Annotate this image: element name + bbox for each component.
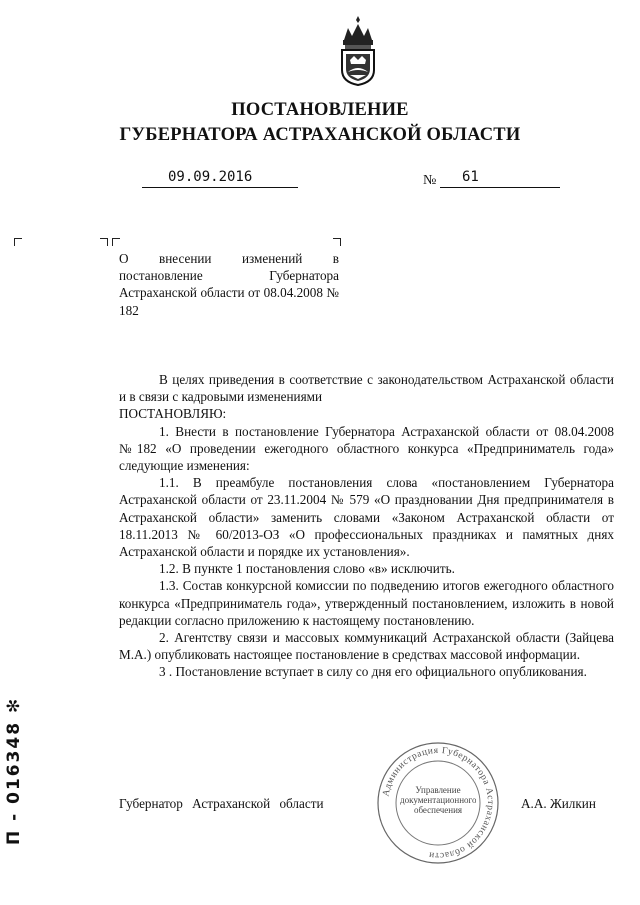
paragraph-2: 2. Агентству связи и массовых коммуникаций Астраханской области (Зайцева М.А.) опубликовать настоящее постановление в средствах массовой информации. xyxy=(119,630,614,663)
document-title-line2: ГУБЕРНАТОРА АСТРАХАНСКОЙ ОБЛАСТИ xyxy=(119,125,521,145)
corner-mark xyxy=(100,238,108,246)
corner-mark xyxy=(14,238,22,246)
stamp-ring-text: Администрация Губернатора Астраханской области xyxy=(381,745,496,861)
stamp-center-text: Управление документационного обеспечения xyxy=(400,785,476,815)
paragraph-1-3: 1.3. Состав конкурсной комиссии по подведению итогов ежегодного областного конкурса «Предприниматель года», утвержденный постановлением, изложить в новой редакции согласно приложению к настоящему постановлению. xyxy=(119,578,614,628)
preamble-paragraph: В целях приведения в соответствие с законодательством Астраханской области и в связи с кадровыми изменениями xyxy=(119,372,614,405)
signatory-name: А.А. Жилкин xyxy=(521,796,596,811)
decree-word: ПОСТАНОВЛЯЮ: xyxy=(119,406,227,422)
paragraph-1: 1. Внести в постановление Губернатора Астраханской области от 08.04.2008 №182 «О проведении ежегодного областного конкурса «Предприниматель года» следующие изменения: xyxy=(119,423,614,474)
coat-of-arms-emblem xyxy=(336,14,380,86)
paragraph-3: 3 . Постановление вступает в силу со дня его официального опубликования. xyxy=(159,664,587,680)
number-label: № xyxy=(423,173,437,188)
paragraph-1-2: 1.2. В пункте 1 постановления слово «в» исключить. xyxy=(159,561,455,577)
document-date: 09.09.2016 xyxy=(142,170,298,188)
official-stamp xyxy=(376,741,500,865)
document-number: 61 xyxy=(440,170,560,188)
corner-mark xyxy=(333,238,341,246)
document-body xyxy=(119,371,614,681)
paragraph-1-1: 1.1. В преамбуле постановления слова «постановлением Губернатора Астраханской области от 23.11.2004 № 579 «О праздновании Дня предпринимателя в Астраханской области» заменить словами «Законом Астраханской области от 18.11.2013 № 60/2013-ОЗ «О профессиональных праздниках и памятных днях Астраханской области и порядке их установления». xyxy=(119,475,614,560)
document-title-line1: ПОСТАНОВЛЕНИЕ xyxy=(231,100,409,120)
corner-mark xyxy=(112,238,120,246)
document-subject: О внесении изменений в постановление Губернатора Астраханской области от 08.04.2008 № 182 xyxy=(119,251,339,318)
signatory-position: Губернатор Астраханской области xyxy=(119,796,324,811)
side-serial-number: П - 016348 ✻ xyxy=(4,696,24,845)
